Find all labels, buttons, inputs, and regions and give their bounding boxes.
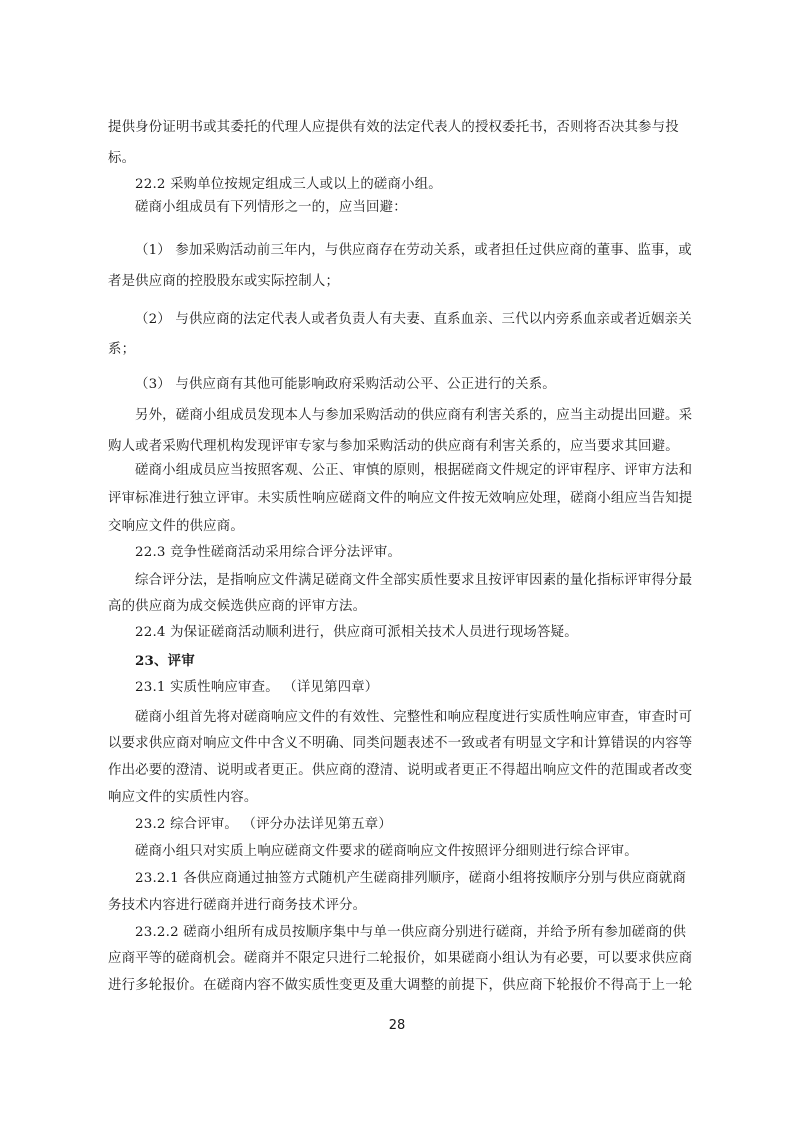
text-line: 响应文件的实质性内容。 — [108, 790, 258, 805]
text-line: （1） 参加采购活动前三年内，与供应商存在劳动关系，或者担任过供应商的董事、监事，或 — [135, 243, 692, 258]
text-line: 综合评分法，是指响应文件满足磋商文件全部实质性要求且按评审因素的量化指标评审得分最 — [135, 573, 693, 588]
text-line: 23.2 综合评审。 （评分办法详见第五章） — [135, 817, 392, 832]
text-line: （3） 与供应商有其他可能影响政府采购活动公平、公正进行的关系。 — [135, 377, 556, 392]
text-line: 22.3 竞争性磋商活动采用综合评分法评审。 — [135, 545, 402, 560]
text-line: 以要求供应商对响应文件中含义不明确、同类问题表述不一致或者有明显文字和计算错误的内容等 — [108, 736, 693, 751]
text-line: 务技术内容进行磋商并进行商务技术评分。 — [108, 898, 367, 913]
text-line: 磋商小组成员有下列情形之一的，应当回避： — [135, 200, 407, 215]
text-line: 高的供应商为成交候选供应商的评审方法。 — [108, 599, 367, 614]
text-line: 磋商小组成员应当按照客观、公正、审慎的原则，根据磋商文件规定的评审程序、评审方法和 — [135, 463, 693, 478]
text-line: 标。 — [108, 151, 136, 166]
text-line: （2） 与供应商的法定代表人或者负责人有夫妻、直系血亲、三代以内旁系血亲或者近姻亲关 — [135, 312, 692, 327]
text-line: 22.2 采购单位按规定组成三人或以上的磋商小组。 — [135, 177, 442, 192]
text-line: 磋商小组首先将对磋商响应文件的有效性、完整性和响应程度进行实质性响应审查，审查时可 — [135, 710, 693, 725]
text-line: 提供身份证明书或其委托的代理人应提供有效的法定代表人的授权委托书，否则将否决其参与投 — [108, 120, 679, 135]
text-line: 进行多轮报价。在磋商内容不做实质性变更及重大调整的前提下，供应商下轮报价不得高于上一轮 — [108, 978, 693, 993]
text-line: 另外，磋商小组成员发现本人与参加采购活动的供应商有利害关系的，应当主动提出回避。采 — [135, 408, 693, 423]
text-line: 购人或者采购代理机构发现评审专家与参加采购活动的供应商有利害关系的，应当要求其回避。 — [108, 439, 679, 454]
text-line: 作出必要的澄清、说明或者更正。供应商的澄清、说明或者更正不得超出响应文件的范围或者改变 — [108, 763, 693, 778]
text-line: 应商平等的磋商机会。磋商并不限定只进行二轮报价，如果磋商小组认为有必要，可以要求供应商 — [108, 951, 693, 966]
text-line: 22.4 为保证磋商活动顺利进行，供应商可派相关技术人员进行现场答疑。 — [135, 625, 578, 640]
text-line: 23.2.2 磋商小组所有成员按顺序集中与单一供应商分别进行磋商，并给予所有参加磋商的供 — [135, 925, 687, 940]
text-line: 23.2.1 各供应商通过抽签方式随机产生磋商排列顺序，磋商小组将按顺序分别与供应商就商 — [135, 871, 687, 886]
text-line: 评审标准进行独立评审。未实质性响应磋商文件的响应文件按无效响应处理，磋商小组应当告知提 — [108, 491, 693, 506]
text-line: 者是供应商的控股股东或实际控制人； — [108, 274, 340, 289]
page-number: 28 — [388, 1018, 406, 1033]
section-heading: 23、评审 — [135, 653, 195, 669]
text-line: 磋商小组只对实质上响应磋商文件要求的磋商响应文件按照评分细则进行综合评审。 — [135, 844, 638, 859]
text-line: 交响应文件的供应商。 — [108, 519, 244, 534]
text-line: 23.1 实质性响应审查。 （详见第四章） — [135, 680, 379, 695]
text-line: 系； — [108, 342, 136, 357]
